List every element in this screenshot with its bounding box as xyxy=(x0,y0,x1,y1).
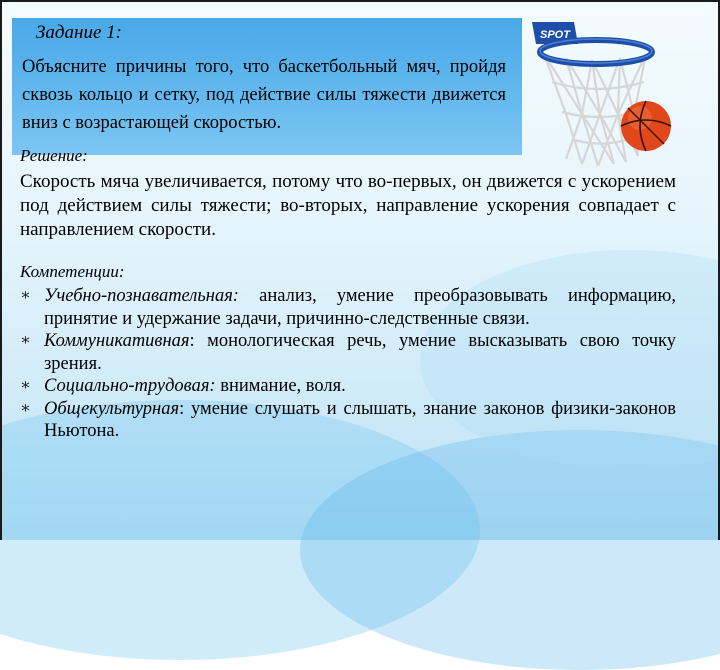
competency-item xyxy=(20,285,676,330)
hoop-logo-text: SPOT xyxy=(540,29,570,41)
solution-label: Решение: xyxy=(20,146,88,165)
competency-text: внимание, воля. xyxy=(215,376,346,396)
competency-text: : умение слушать и слышать, знание законов физики-законов Ньютона. xyxy=(44,398,676,441)
asterisk-bullet-icon: ∗ xyxy=(20,332,31,349)
competency-name: Социально-трудовая: xyxy=(44,376,216,396)
solution-text: Скорость мяча увеличивается, потому что во-первых, он движется с ускорением под действием силы тяжести; во-вторых, направление ускорения совпадает с направлением скорости. xyxy=(20,171,676,240)
competency-name: Общекультурная xyxy=(44,398,180,419)
competency-item xyxy=(20,330,676,375)
asterisk-bullet-icon: ∗ xyxy=(20,287,31,304)
competencies-label: Компетенции: xyxy=(20,262,125,281)
asterisk-bullet-icon: ∗ xyxy=(20,377,31,394)
competency-name: Учебно-познавательная: xyxy=(44,286,239,306)
slide-frame-left xyxy=(0,0,2,540)
competency-text: : монологическая речь, умение высказывать свою точку зрения. xyxy=(44,331,676,374)
slide-frame-top xyxy=(0,0,720,2)
competency-name: Коммуникативная xyxy=(44,331,190,351)
competency-item xyxy=(20,398,676,443)
competency-text: анализ, умение преобразовывать информацию, принятие и удержание задачи, причинно-следственные связи. xyxy=(44,286,676,329)
asterisk-bullet-icon: ∗ xyxy=(20,399,31,417)
basketball-hoop-illustration xyxy=(522,14,694,170)
task-title: Задание 1: xyxy=(36,22,122,43)
competency-item xyxy=(20,375,676,398)
basketball-icon xyxy=(621,101,671,151)
competencies-list xyxy=(20,285,676,443)
task-text: Объясните причины того, что баскетбольный мяч, пройдя сквозь кольцо и сетку, под действие силы тяжести движется вниз с возрастающей скоростью. xyxy=(22,57,506,133)
